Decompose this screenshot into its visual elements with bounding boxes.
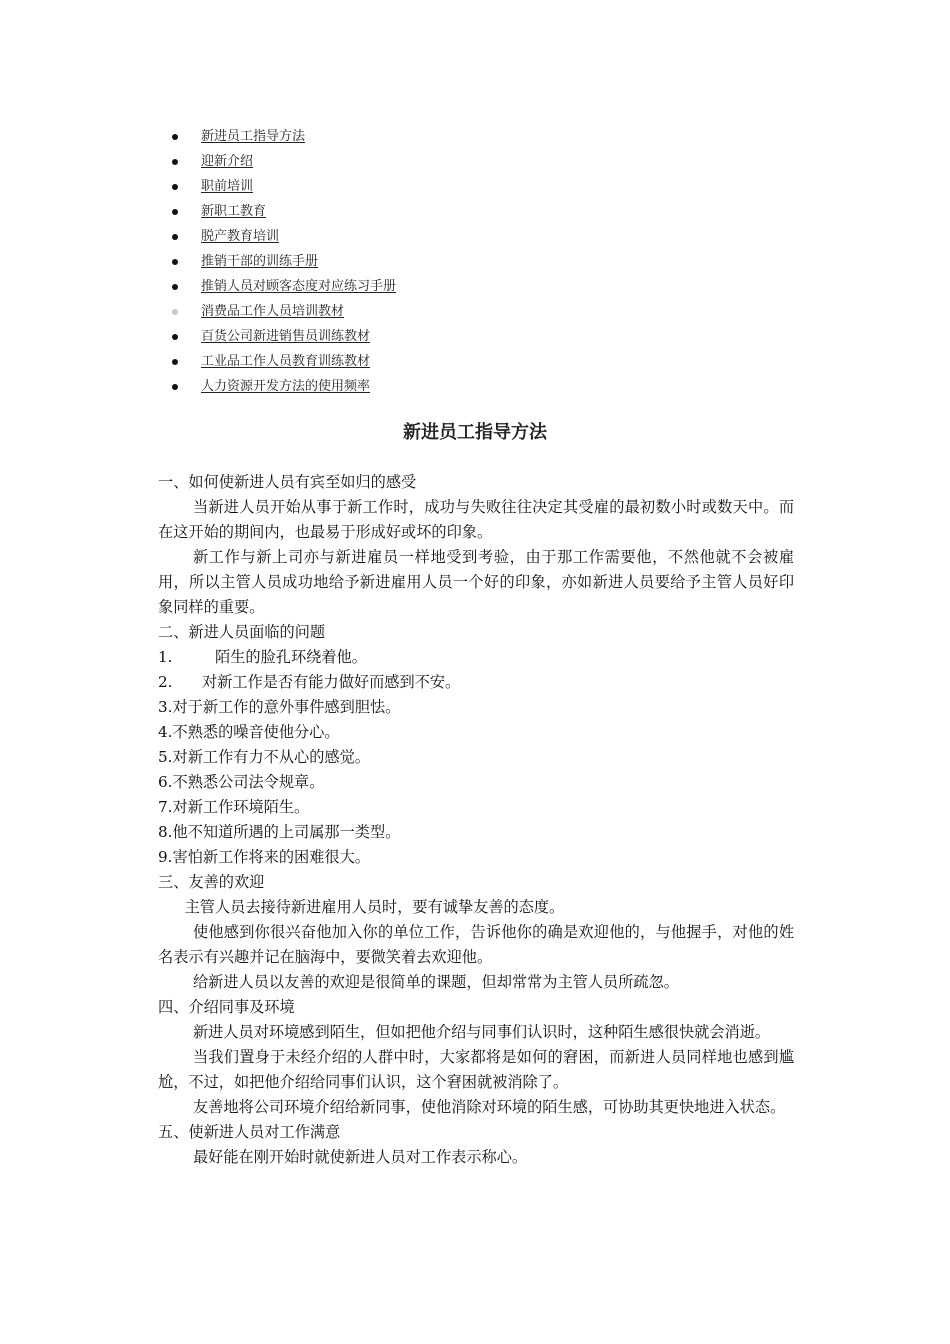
bullet-icon (172, 209, 178, 215)
toc-item[interactable] (170, 274, 396, 299)
toc-item[interactable] (170, 349, 396, 374)
toc-link[interactable]: 职前培训 (201, 179, 254, 194)
list-text: 不熟悉公司法令规章。 (172, 773, 325, 791)
toc-link[interactable]: 消费品工作人员培训教材 (201, 304, 345, 319)
paragraph: 当新进人员开始从事于新工作时，成功与失败往往决定其受雇的最初数小时或数天中。而在这开始的期间内，也最易于形成好或坏的印象。 (158, 498, 794, 541)
paragraph: 使他感到你很兴奋他加入你的单位工作，告诉他你的确是欢迎他的，与他握手，对他的姓名表示有兴趣并记在脑海中，要微笑着去欢迎他。 (158, 923, 794, 966)
list-item (158, 795, 794, 820)
list-item (158, 770, 794, 795)
article-body (158, 470, 794, 1170)
toc-link[interactable]: 工业品工作人员教育训练教材 (201, 354, 371, 369)
paragraph: 给新进人员以友善的欢迎是很简单的课题，但却常常为主管人员所疏忽。 (192, 973, 679, 991)
section-heading: 四、介绍同事及环境 (158, 998, 295, 1016)
list-text: 对新工作有力不从心的感觉。 (172, 748, 370, 766)
list-number: 6. (158, 773, 173, 791)
paragraph: 当我们置身于未经介绍的人群中时，大家都将是如何的窘困，而新进人员同样地也感到尴尬，不过，如把他介绍给同事们认识，这个窘困就被消除了。 (158, 1048, 794, 1091)
toc-link[interactable]: 迎新介绍 (201, 154, 254, 169)
section-heading: 五、使新进人员对工作满意 (158, 1123, 341, 1141)
list-text: 陌生的脸孔环绕着他。 (215, 648, 367, 666)
section-heading: 一、如何使新进人员有宾至如归的感受 (158, 473, 417, 491)
toc-link[interactable]: 推销人员对顾客态度对应练习手册 (201, 279, 397, 294)
toc-item[interactable] (170, 299, 396, 324)
bullet-icon (172, 184, 178, 190)
list-item (158, 645, 794, 670)
list-text: 他不知道所遇的上司属那一类型。 (172, 823, 401, 841)
toc-item[interactable] (170, 374, 396, 399)
toc-item[interactable] (170, 124, 396, 149)
bullet-icon (172, 284, 178, 290)
toc-link[interactable]: 人力资源开发方法的使用频率 (201, 379, 371, 394)
list-number: 3. (158, 698, 173, 716)
bullet-icon (172, 359, 178, 365)
list-text: 对新工作是否有能力做好而感到不安。 (202, 673, 461, 691)
list-item (158, 670, 794, 695)
toc-link[interactable]: 新职工教育 (201, 204, 267, 219)
list-number: 8. (158, 823, 173, 841)
list-item (158, 720, 794, 745)
bullet-icon (172, 134, 178, 140)
bullet-icon (172, 309, 178, 315)
paragraph: 新进人员对环境感到陌生，但如把他介绍与同事们认识时，这种陌生感很快就会消逝。 (192, 1023, 771, 1041)
paragraph: 新工作与新上司亦与新进雇员一样地受到考验，由于那工作需要他，不然他就不会被雇用，所以主管人员成功地给予新进雇用人员一个好的印象，亦如新进人员要给予主管人员好印象同样的重要。 (158, 548, 794, 616)
toc-item[interactable] (170, 249, 396, 274)
bullet-icon (172, 384, 178, 390)
list-number: 2. (158, 673, 173, 691)
toc-item[interactable] (170, 224, 396, 249)
list-item (158, 745, 794, 770)
list-text: 对新工作环境陌生。 (172, 798, 310, 816)
list-item (158, 845, 794, 870)
table-of-contents (170, 124, 396, 399)
page-title: 新进员工指导方法 (403, 422, 547, 443)
list-text: 害怕新工作将来的困难很大。 (172, 848, 370, 866)
section-heading: 二、新进人员面临的问题 (158, 623, 326, 641)
list-number: 1. (158, 648, 173, 666)
bullet-icon (172, 259, 178, 265)
list-text: 不熟悉的噪音使他分心。 (172, 723, 340, 741)
paragraph: 友善地将公司环境介绍给新同事，使他消除对环境的陌生感，可协助其更快地进入状态。 (192, 1098, 786, 1116)
bullet-icon (172, 159, 178, 165)
list-number: 5. (158, 748, 173, 766)
toc-link[interactable]: 百货公司新进销售员训练教材 (201, 329, 371, 344)
toc-link[interactable]: 推销干部的训练手册 (201, 254, 319, 269)
list-item (158, 695, 794, 720)
bullet-icon (172, 334, 178, 340)
list-text: 对于新工作的意外事件感到胆怯。 (172, 698, 401, 716)
toc-item[interactable] (170, 324, 396, 349)
toc-item[interactable] (170, 149, 396, 174)
paragraph: 主管人员去接待新进雇用人员时，要有诚挚友善的态度。 (184, 898, 565, 916)
section-heading: 三、友善的欢迎 (158, 873, 265, 891)
toc-link[interactable]: 新进员工指导方法 (201, 129, 306, 144)
list-number: 7. (158, 798, 173, 816)
toc-link[interactable]: 脱产教育培训 (201, 229, 280, 244)
paragraph: 最好能在刚开始时就使新进人员对工作表示称心。 (192, 1148, 528, 1166)
list-number: 9. (158, 848, 173, 866)
bullet-icon (172, 234, 178, 240)
list-number: 4. (158, 723, 173, 741)
toc-item[interactable] (170, 199, 396, 224)
list-item (158, 820, 794, 845)
toc-item[interactable] (170, 174, 396, 199)
